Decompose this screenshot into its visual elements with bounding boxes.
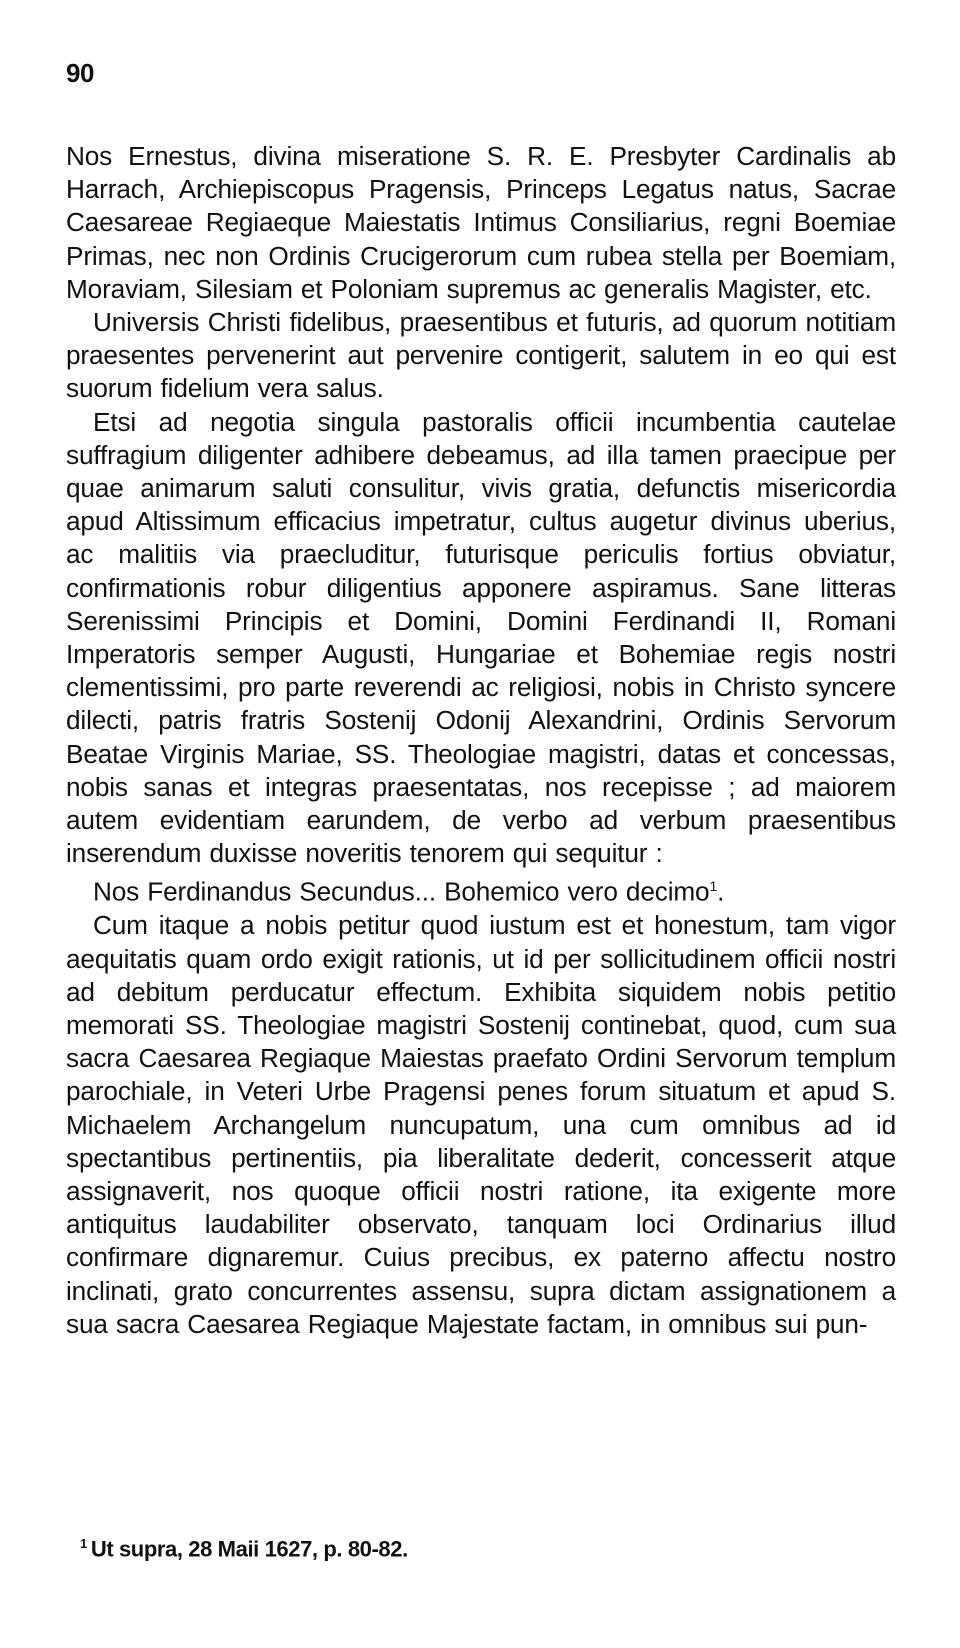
footnote-marker: 1 xyxy=(80,1536,87,1551)
footnote-reference: 1 xyxy=(709,878,718,895)
paragraph-narratio: Etsi ad negotia singula pastoralis officii incumbentia cautelae suffragium diligenter adhibere debeamus, ad illa tamen praecipue per quae animarum saluti consulitur, vivis gratia, defunctis misericordia apud Altissimum efficacius impetratur, cultus augetur divinus uberius, ac malitiis via praecluditur, futurisque periculis fortius obviatur, confirmationis robur diligentius apponere aspiramus. Sane litteras Serenissimi Principis et Domini, Domini Ferdinandi II, Romani Imperatoris semper Augusti, Hungariae et Bohemiae regis nostri clementissimi, pro parte reverendi ac religiosi, nobis in Christo syncere dilecti, patris fratris Sostenij Odonij Alexandrini, Ordinis Servorum Beatae Virginis Mariae, SS. Theologiae magistri, datas et concessas, nobis sanas et integras praesentatas, nos recepisse ; ad maiorem autem evidentiam earundem, de verbo ad verbum praesentibus inserendum duxisse noveritis tenorem qui sequitur : xyxy=(66,406,896,869)
paragraph-insert xyxy=(66,870,896,909)
footnote-text: Ut supra, 28 Maii 1627, p. 80-82. xyxy=(90,1536,408,1562)
page-number: 90 xyxy=(66,58,94,88)
body-text xyxy=(66,140,896,1341)
paragraph-dispositio: Cum itaque a nobis petitur quod iustum est et honestum, tam vigor aequitatis quam ordo exigit rationis, ut id per sollicitudinem officii nostri ad debitum perducatur effectum. Exhibita siquidem nobis petitio memorati SS. Theologiae magistri Sostenij continebat, quod, cum sua sacra Caesarea Regiaque Maiestas praefato Ordini Servorum templum parochiale, in Veteri Urbe Pragensi penes forum situatum et apud S. Michaelem Archangelum nuncupatum, una cum omnibus ad id spectantibus pertinentiis, pia liberalitate dederit, concesserit atque assignaverit, nos quoque officii nostri ratione, ita exigente more antiquitus laudabiliter observato, tanquam loci Ordinarius illud confirmare dignaremur. Cuius precibus, ex paterno affectu nostro inclinati, grato concurrentes assensu, supra dictam assignationem a sua sacra Caesarea Regiaque Majestate factam, in omnibus sui pun- xyxy=(66,910,896,1339)
insert-text: Nos Ferdinandus Secundus... Bohemico vero decimo xyxy=(93,877,710,908)
paragraph-intitulatio: Nos Ernestus, divina miseratione S. R. E. Presbyter Cardinalis ab Harrach, Archiepiscopus Pragensis, Princeps Legatus natus, Sacrae Caesareae Regiaeque Maiestatis Intimus Consiliarius, regni Boemiae Primas, nec non Ordinis Crucigerorum cum rubea stella per Boemiam, Moraviam, Silesiam et Poloniam supremus ac generalis Magister, etc. xyxy=(66,141,896,304)
footnote xyxy=(80,1536,408,1562)
insert-trailing-period: . xyxy=(717,877,725,908)
paragraph-inscriptio: Universis Christi fidelibus, praesentibus et futuris, ad quorum notitiam praesentes pervenerint aut pervenire contigerit, salutem in eo qui est suorum fidelium vera salus. xyxy=(66,307,896,404)
